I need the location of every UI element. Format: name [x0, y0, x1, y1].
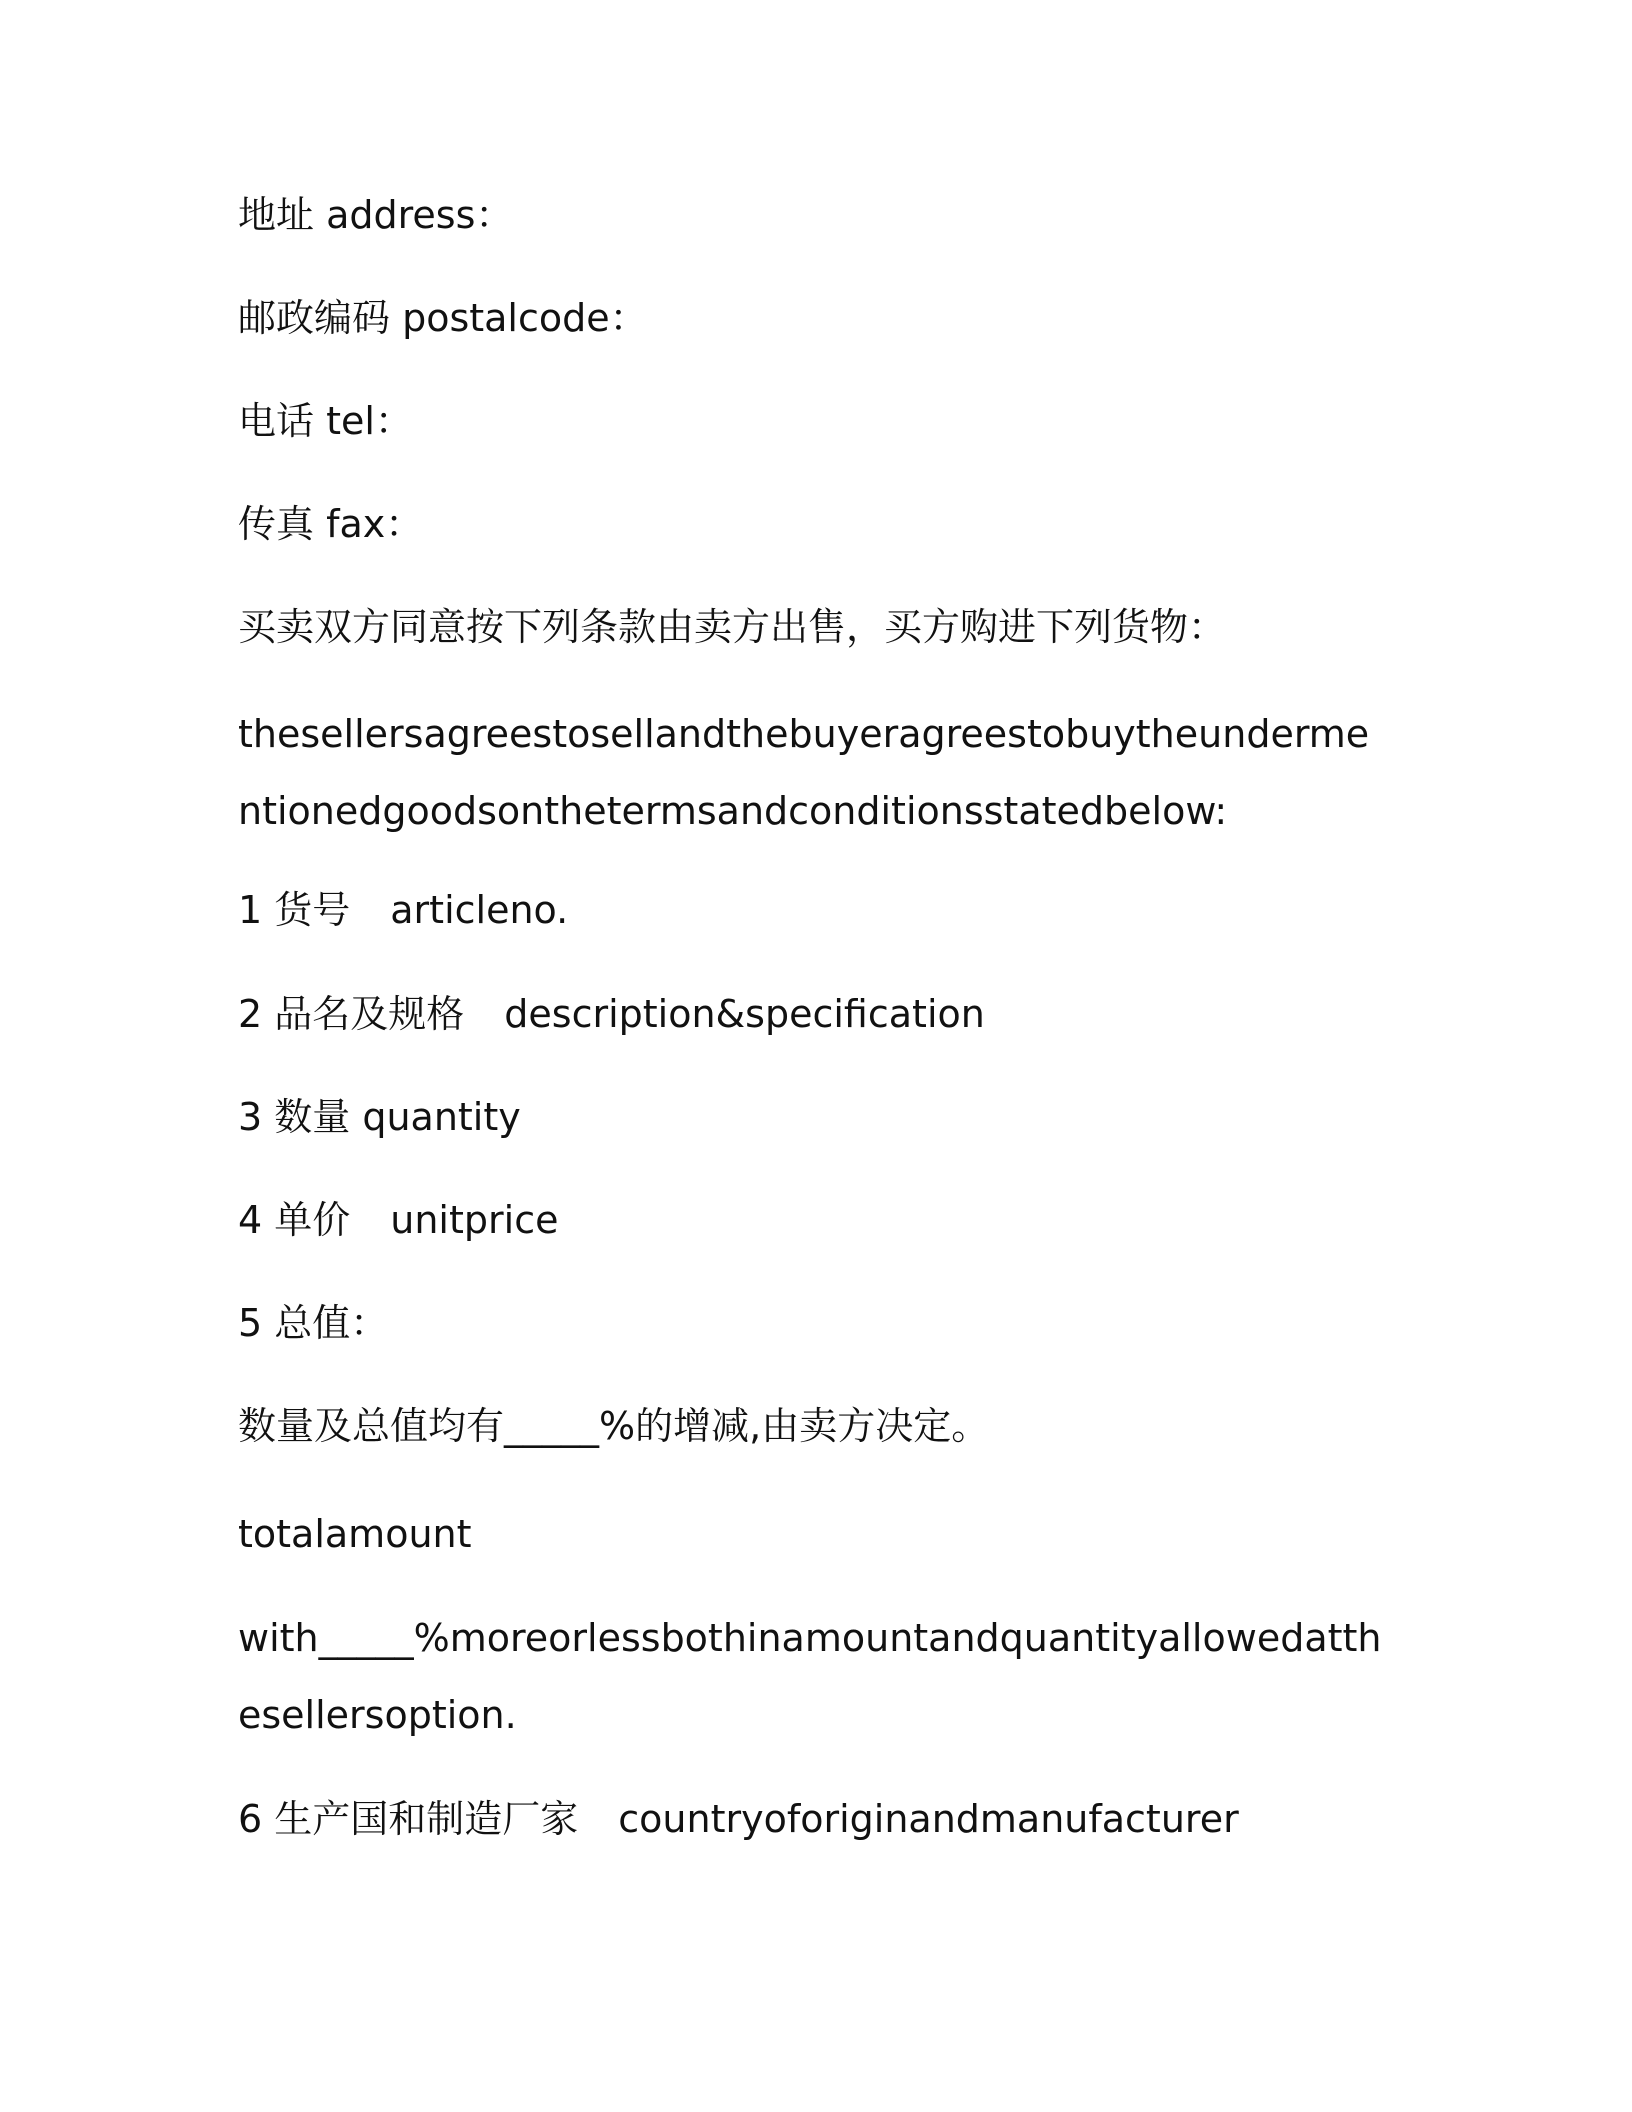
item-2-chinese: 2 品名及规格: [238, 992, 465, 1036]
item-2-line: [238, 992, 985, 1036]
agreement-chinese-line: 买卖双方同意按下列条款由卖方出售，买方购进下列货物：: [238, 605, 1227, 649]
item-1-line: [238, 888, 569, 932]
item-6-english: countryoforiginandmanufacturer: [618, 1797, 1239, 1841]
item-1-english: articleno.: [390, 888, 569, 932]
item-1-chinese: 1 货号: [238, 888, 351, 932]
address-line: 地址 address：: [238, 193, 514, 237]
tel-line: 电话 tel：: [238, 399, 413, 443]
item-3-line: 3 数量 quantity: [238, 1095, 521, 1139]
postalcode-line: 邮政编码 postalcode：: [238, 296, 648, 340]
item-6-line: [238, 1797, 1239, 1841]
item-4-line: [238, 1198, 559, 1242]
fax-line: 传真 fax：: [238, 502, 424, 546]
agreement-english-paragraph: thesellersagreestosellandthebuyeragreestobuytheundermentionedgoodsonthetermsandconditionsstatedbelow:: [238, 712, 1370, 833]
tolerance-chinese-line: 数量及总值均有_____%的增减,由卖方决定。: [238, 1404, 990, 1448]
item-4-chinese: 4 单价: [238, 1198, 351, 1242]
item-4-english: unitprice: [390, 1198, 559, 1242]
item-6-chinese: 6 生产国和制造厂家: [238, 1797, 579, 1841]
item-5-line: 5 总值：: [238, 1301, 389, 1345]
item-2-english: description&specification: [504, 992, 985, 1036]
tolerance-english-paragraph: with_____%moreorlessbothinamountandquantityallowedatthesellersoption.: [238, 1616, 1382, 1737]
total-amount-line: totalamount: [238, 1512, 472, 1556]
